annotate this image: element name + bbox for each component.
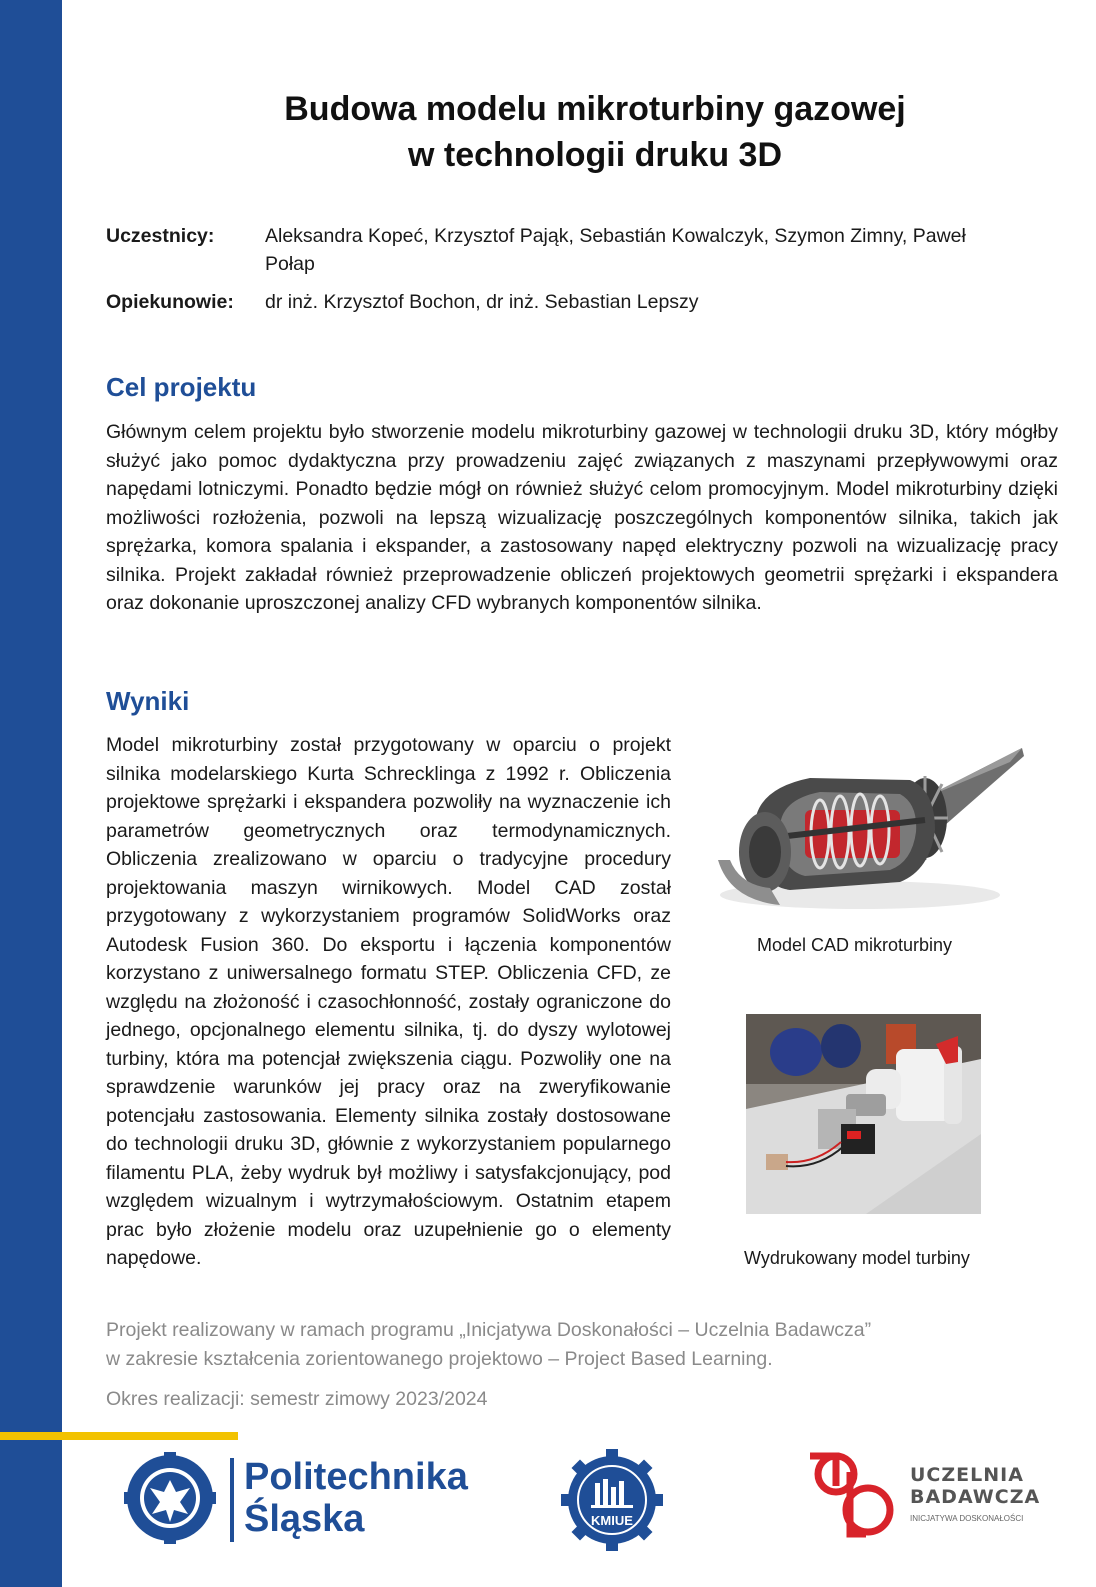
supervisors-label: Opiekunowie: <box>106 291 234 313</box>
polsl-emblem-icon <box>122 1452 218 1544</box>
results-heading: Wyniki <box>106 686 190 716</box>
period-note: Okres realizacji: semestr zimowy 2023/2024 <box>106 1388 488 1410</box>
accent-line <box>0 1432 238 1440</box>
sidebar-stripe <box>0 0 62 1587</box>
program-line-2: w zakresie kształcenia zorientowanego projektowo – Project Based Learning. <box>106 1347 773 1370</box>
figure1-caption: Model CAD mikroturbiny <box>757 935 953 955</box>
program-line-1: Projekt realizowany w ramach programu „Inicjatywa Doskonałości – Uczelnia Badawcza” <box>106 1319 872 1341</box>
goal-heading: Cel projektu <box>106 372 257 402</box>
polsl-line-1: Politechnika <box>244 1456 468 1498</box>
program-note <box>106 1316 1006 1373</box>
kmiue-label: KMIUE <box>591 1513 633 1528</box>
poster-title <box>200 86 990 178</box>
ub-line-1: UCZELNIA <box>910 1464 1024 1486</box>
cad-model-image <box>710 740 1026 920</box>
supervisors-value: dr inż. Krzysztof Bochon, dr inż. Sebastian Lepszy <box>265 291 699 313</box>
participants-label: Uczestnicy: <box>106 225 215 247</box>
ub-line-3: INICJATYWA DOSKONAŁOŚCI <box>910 1514 1024 1523</box>
participants-value: Aleksandra Kopeć, Krzysztof Pająk, Sebastián Kowalczyk, Szymon Zimny, Paweł Połap <box>265 225 966 275</box>
results-text: Model mikroturbiny został przygotowany w oparciu o projekt silnika modelarskiego Kurta Schrecklinga z 1992 r. Obliczenia projektowe sprężarki i ekspandera pozwoliły na wyznaczenie ich parametrów geometrycznych oraz termodynamicznych. Obliczenia zrealizowano w oparciu o tradycyjne procedury projektowania maszyn wirnikowych. Model CAD został przygotowany z wykorzystaniem programów SolidWorks oraz Autodesk Fusion 360. Do eksportu i łączenia komponentów korzystano z uniwersalnego formatu STEP. Obliczenia CFD, ze względu na złożoność i czasochłonność, zostały ograniczone do jednego, opcjonalnego elementu silnika, tj. do dyszy wylotowej turbiny, która ma potencjał zwiększenia ciągu. Pozwoliły one na sprawdzenie warunków jej pracy oraz na zweryfikowanie potencjału zastosowania. Elementy silnika zostały dostosowane do technologii druku 3D, głównie z wykorzystaniem popularnego filamentu PLA, żeby wydruk był możliwy i satysfakcjonujący, pod względem wizualnym i wytrzymałościowym. Ostatnim etapem prac było złożenie modelu oraz uzupełnienie go o elementy napędowe. <box>106 734 671 1269</box>
figure2-caption: Wydrukowany model turbiny <box>744 1248 970 1268</box>
title-line-2: w technologii druku 3D <box>407 136 783 174</box>
polsl-logo <box>122 1452 482 1544</box>
ub-emblem-icon <box>806 1452 898 1542</box>
kmiue-logo <box>561 1449 663 1551</box>
ub-line-2: BADAWCZA <box>910 1486 1041 1508</box>
printed-model-photo <box>746 1014 981 1214</box>
title-line-1: Budowa modelu mikroturbiny gazowej <box>284 90 906 128</box>
goal-text: Głównym celem projektu było stworzenie modelu mikroturbiny gazowej w technologii druku 3D, który mógłby służyć jako pomoc dydaktyczna przy prowadzeniu zajęć związanych z maszynami przepływowymi oraz napędami lotniczymi. Ponadto będzie mógł on również służyć celom promocyjnym. Model mikroturbiny dzięki możliwości rozłożenia, pozwoli na lepszą wizualizację poszczególnych komponentów silnika, takich jak sprężarka, komora spalania i ekspander, a zastosowany napęd elektryczny pozwoli na wizualizację pracy silnika. Projekt zakładał również przeprowadzenie obliczeń projektowych geometrii sprężarki i ekspandera oraz dokonanie uproszczonej analizy CFD wybranych komponentów silnika. <box>106 421 1058 614</box>
ub-logo <box>806 1452 1041 1544</box>
polsl-line-2: Śląska <box>244 1498 365 1540</box>
